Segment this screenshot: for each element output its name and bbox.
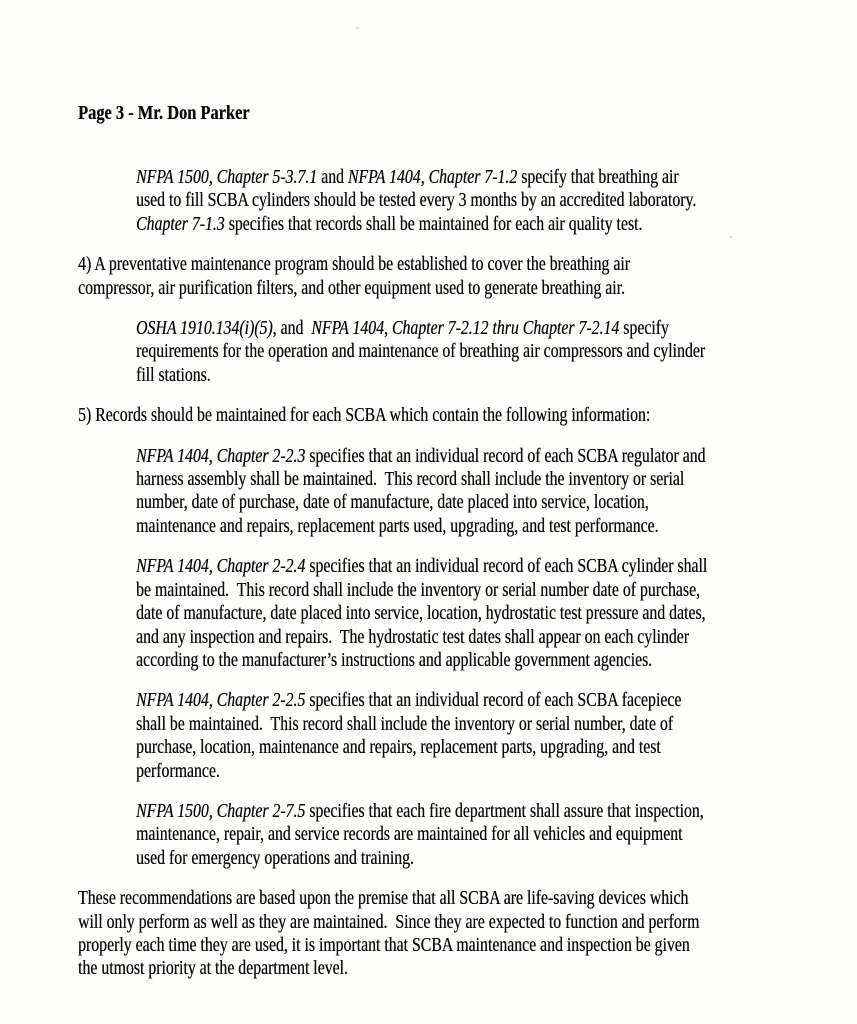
text-line xyxy=(78,887,689,910)
body-text: specifies that each fire department shall assure that inspection, xyxy=(305,799,704,822)
body-text: , and xyxy=(272,317,312,340)
citation-text: Chapter 7-1.3 xyxy=(136,212,225,235)
paragraph xyxy=(136,689,837,783)
text-line xyxy=(136,713,690,736)
text-line xyxy=(136,823,690,846)
body-text: purchase, location, maintenance and repairs, replacement parts, upgrading, and test xyxy=(136,736,661,759)
paragraph xyxy=(136,555,837,672)
body-text: specifies that records shall be maintained for each air quality test. xyxy=(224,212,643,235)
page-header: Page 3 - Mr. Don Parker xyxy=(78,102,250,124)
body-text: maintenance, repair, and service records are maintained for all vehicles and equipment xyxy=(136,823,683,846)
text-line xyxy=(78,910,700,934)
text-line xyxy=(136,799,704,823)
body-text: date of manufacture, date placed into service, location, hydrostatic test pressure and dates, xyxy=(136,602,706,625)
body-text: specifies that an individual record of each SCBA facepiece xyxy=(305,689,682,712)
text-line xyxy=(136,578,700,602)
body-text: 4) A preventative maintenance program should be established to cover the breathing air xyxy=(78,253,630,276)
citation-text: NFPA 1404, Chapter 2-2.4 xyxy=(136,555,306,578)
citation-text: NFPA 1500, Chapter 2-7.5 xyxy=(136,799,306,822)
text-line xyxy=(136,491,690,514)
text-line xyxy=(78,253,678,276)
body-text: and xyxy=(317,166,348,188)
text-line xyxy=(136,760,690,783)
body-text: 5) Records should be maintained for each SCBA which contain the following information: xyxy=(78,404,651,427)
citation-text: NFPA 1404, Chapter 7-2.12 thru Chapter 7-2.14 xyxy=(311,317,620,340)
paragraph xyxy=(136,800,837,870)
paragraph xyxy=(136,317,837,387)
body-text: will only perform as well as they are maintained. Since they are expected to function and perform xyxy=(78,910,700,933)
text-line xyxy=(78,404,678,427)
body-text: fill stations. xyxy=(136,363,211,386)
text-line xyxy=(78,957,678,980)
body-text: properly each time they are used, it is important that SCBA maintenance and inspection be given xyxy=(78,933,690,956)
body-text: used for emergency operations and training. xyxy=(136,846,414,869)
paragraph xyxy=(78,253,837,300)
text-line xyxy=(136,364,690,387)
text-line xyxy=(136,626,690,649)
body-text: performance. xyxy=(136,759,220,782)
citation-text: NFPA 1404, Chapter 7-1.2 xyxy=(347,166,518,188)
text-line xyxy=(136,189,697,212)
document-body xyxy=(78,166,837,981)
citation-text: NFPA 1500, Chapter 5-3.7.1 xyxy=(136,166,318,188)
text-line xyxy=(136,649,690,672)
paragraph xyxy=(78,404,837,427)
text-line xyxy=(136,847,690,870)
body-text: These recommendations are based upon the premise that all SCBA are life-saving devices which xyxy=(78,887,689,910)
body-text: requirements for the operation and maintenance of breathing air compressors and cylinder xyxy=(136,340,706,363)
text-line xyxy=(136,736,690,759)
body-text: according to the manufacturer’s instructions and applicable government agencies. xyxy=(136,648,653,671)
text-line xyxy=(136,166,690,189)
body-text: maintenance and repairs, replacement parts used, upgrading, and test performance. xyxy=(136,514,659,537)
citation-text: OSHA 1910.134(i)(5) xyxy=(136,317,273,340)
text-line xyxy=(136,213,690,236)
body-text: shall be maintained. This record shall include the inventory or serial number, date of xyxy=(136,712,674,735)
paragraph xyxy=(136,166,837,236)
citation-text: NFPA 1404, Chapter 2-2.3 xyxy=(136,444,306,467)
body-text: specify that breathing air xyxy=(517,166,679,188)
paragraph xyxy=(136,445,837,539)
text-line xyxy=(136,515,690,538)
body-text: be maintained. This record shall include the inventory or serial number date of purchase, xyxy=(136,578,700,601)
text-line xyxy=(136,468,690,491)
text-line xyxy=(136,444,706,468)
body-text: specifies that an individual record of each SCBA regulator and xyxy=(305,444,706,467)
body-text: harness assembly shall be maintained. This record shall include the inventory or serial xyxy=(136,468,685,491)
paragraph xyxy=(78,887,837,981)
text-line xyxy=(136,555,708,578)
body-text: number, date of purchase, date of manufacture, date placed into service, location, xyxy=(136,491,649,514)
body-text: compressor, air purification filters, and other equipment used to generate breathing air. xyxy=(78,276,625,299)
body-text: used to fill SCBA cylinders should be tested every 3 months by an accredited laboratory. xyxy=(136,189,697,212)
text-line xyxy=(136,317,690,340)
text-line xyxy=(136,602,706,625)
scan-speck xyxy=(356,27,359,29)
body-text: specifies that an individual record of each SCBA cylinder shall xyxy=(305,555,708,578)
body-text: and any inspection and repairs. The hydrostatic test dates shall appear on each cylinder xyxy=(136,625,689,648)
text-line xyxy=(136,689,690,712)
text-line xyxy=(78,933,690,957)
body-text: the utmost priority at the department level. xyxy=(78,957,348,980)
text-line xyxy=(136,340,706,363)
document-content xyxy=(78,101,837,998)
text-line xyxy=(78,277,678,300)
citation-text: NFPA 1404, Chapter 2-2.5 xyxy=(136,689,306,712)
body-text: specify xyxy=(619,317,669,340)
